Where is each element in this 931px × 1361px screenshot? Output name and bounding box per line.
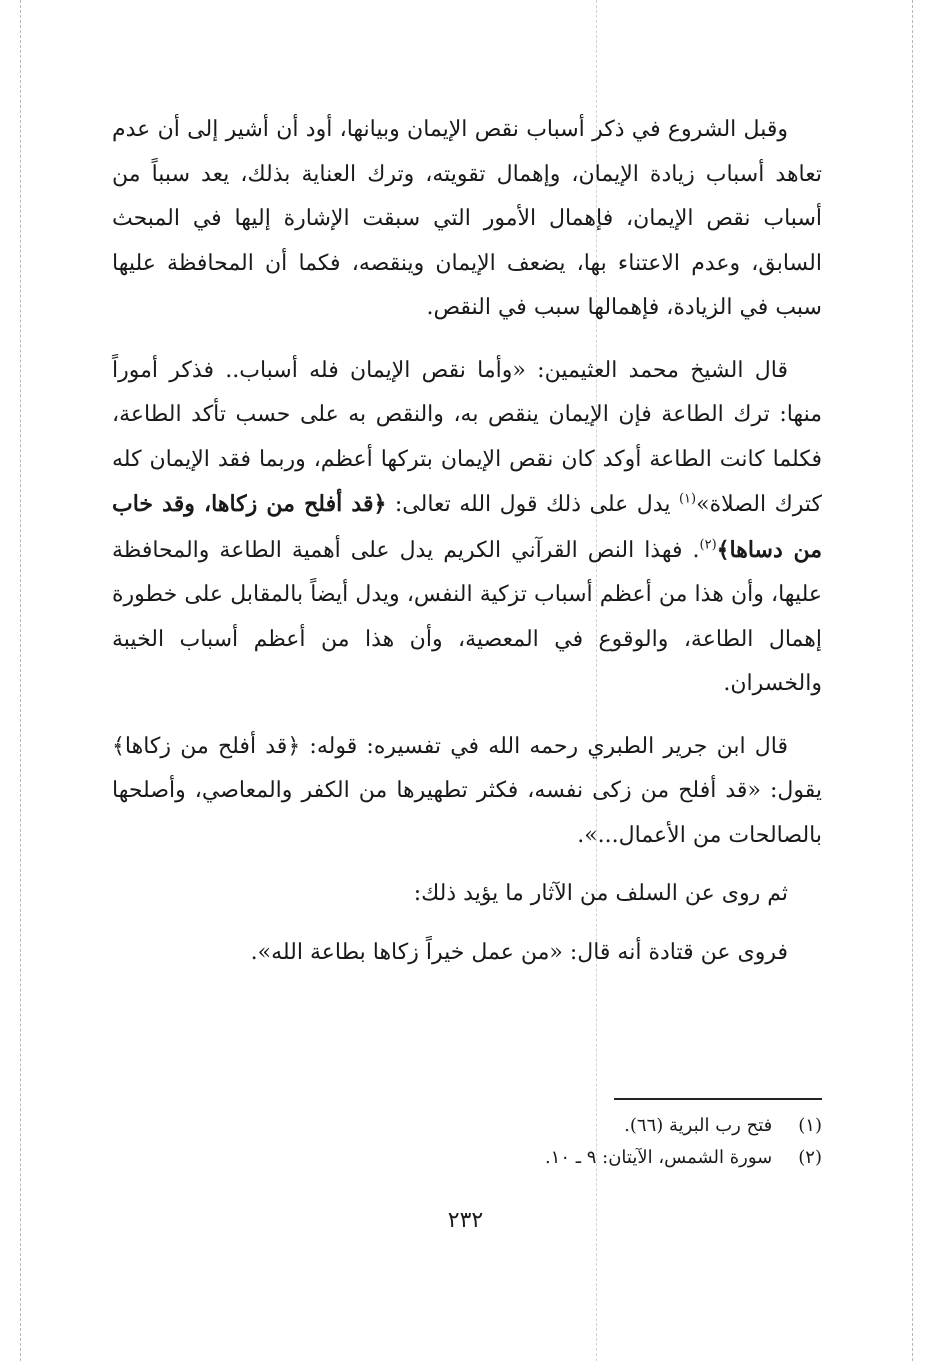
footnote-text: فتح رب البرية (٦٦).	[624, 1115, 773, 1136]
footnotes	[112, 1098, 822, 1174]
footnote-2	[112, 1142, 822, 1174]
page-number: ٢٣٢	[447, 1208, 484, 1233]
footnote-text: سورة الشمس، الآيتان: ٩ ـ ١٠.	[544, 1147, 773, 1168]
paragraph-uthaymeen-quote	[112, 349, 822, 707]
footnote-ref-1: (١)	[678, 491, 697, 507]
paragraph-salaf: ثم روى عن السلف من الآثار ما يؤيد ذلك:	[413, 881, 788, 906]
quote-continuation: يدل على ذلك قول الله تعالى:	[386, 492, 679, 517]
footnote-ref-2: (٢)	[699, 537, 717, 553]
paragraph-intro: وقبل الشروع في ذكر أسباب نقص الإيمان وبيانها، أود أن أشير إلى أن عدم تعاهد أسباب زيادة الإيمان، وإهمال تقويته، وترك العناية بذلك، يعد سبباً من أسباب نقص الإيمان، فإهمال الأمور التي سبقت الإشارة إليها في المبحث السابق، وعدم الاعتناء بها، يضعف الإيمان وينقصه، فكما أن المحافظة عليها سبب في الزيادة، فإهمالها سبب في النقص.	[112, 117, 822, 320]
page-body	[112, 108, 822, 975]
quran-verse: ﴿قد أفلح من زكاها، وقد خاب من دساها﴾	[112, 491, 822, 563]
footnote-number: (١)	[798, 1115, 822, 1136]
scan-guide-line	[912, 0, 913, 1361]
paragraph-tabari: قال ابن جرير الطبري رحمه الله في تفسيره: قوله: ﴿قد أفلح من زكاها﴾ يقول: «قد أفلح من زكى نفسه، فكثر تطهيرها من الكفر والمعاصي، وأصلحها بالصالحات من الأعمال...».	[112, 733, 822, 848]
verse-commentary: . فهذا النص القرآني الكريم يدل على أهمية الطاعة والمحافظة عليها، وأن هذا من أعظم أسباب تزكية النفس، ويدل أيضاً بالمقابل على خطورة إهمال الطاعة، والوقوع في المعصية، وأن هذا من أعظم أسباب الخيبة والخسران.	[112, 537, 822, 696]
footnote-divider	[614, 1098, 822, 1100]
paragraph-qatada: فروى عن قتادة أنه قال: «من عمل خيراً زكاها بطاعة الله».	[250, 939, 788, 965]
scan-guide-line	[20, 0, 21, 1361]
footnote-number: (٢)	[798, 1147, 822, 1168]
footnote-1	[112, 1110, 822, 1142]
quote-text: قال الشيخ محمد العثيمين: «وأما نقص الإيمان فله أسباب.. فذكر أموراً منها: ترك الطاعة فإن الإيمان ينقص به، والنقص به على حسب تأكد الطاعة، فكلما كانت الطاعة أوكد كان نقص الإيمان بتركها أعظم، وربما فقد الإيمان كله كترك الصلاة»	[112, 357, 823, 517]
